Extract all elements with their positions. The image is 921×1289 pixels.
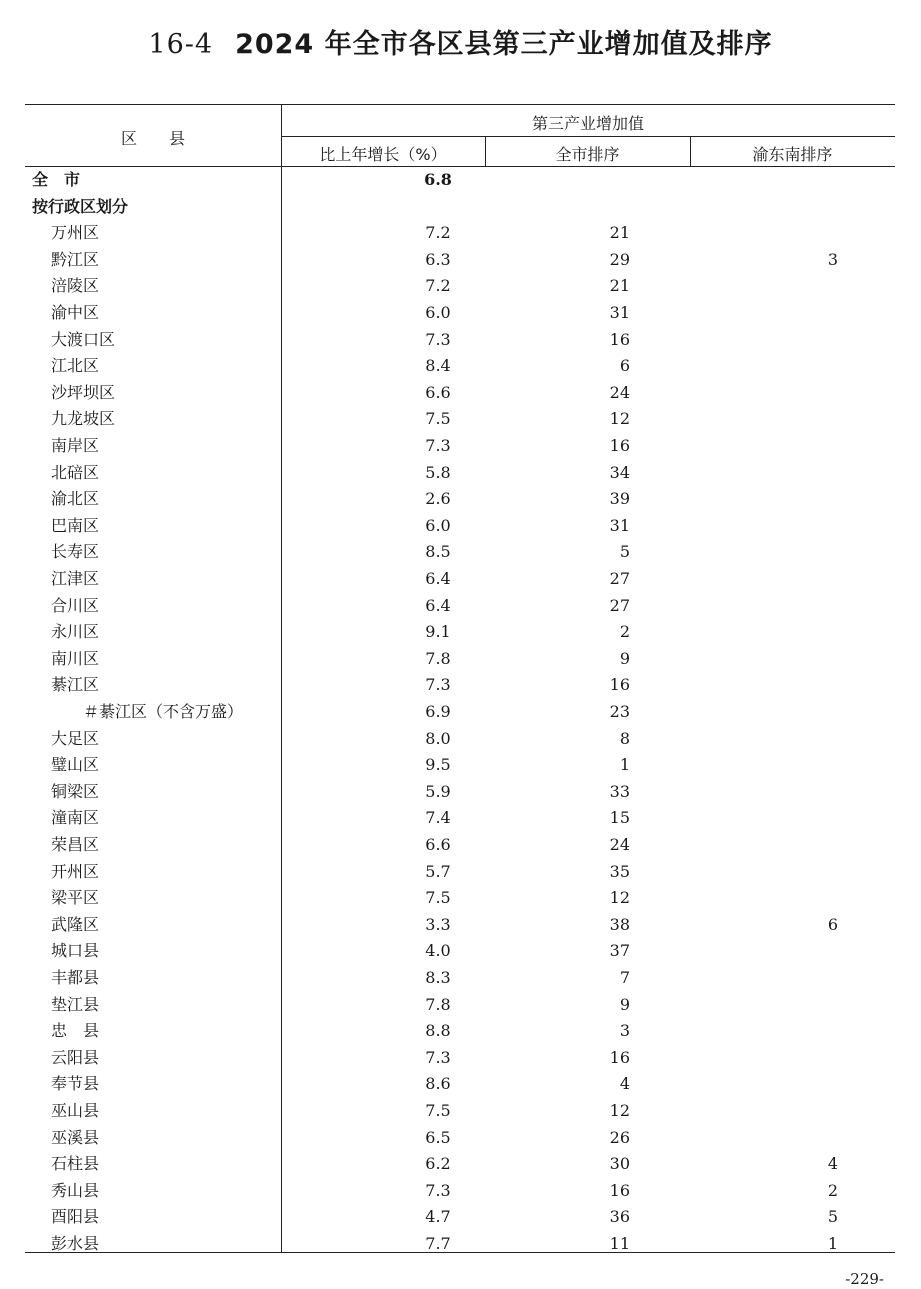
row-name: 北碚区	[51, 462, 100, 482]
row-name: 涪陵区	[51, 276, 100, 296]
table-row	[25, 672, 895, 699]
row-city-rank: 16	[609, 1047, 630, 1067]
row-growth: 6.6	[425, 835, 451, 854]
table-row	[25, 1071, 895, 1098]
row-name: 全 市	[32, 170, 81, 189]
row-growth: 6.5	[425, 1127, 451, 1147]
table-row	[25, 220, 895, 247]
table-number: 16-4	[148, 29, 214, 60]
table-row	[25, 726, 895, 753]
row-name: 武隆区	[51, 914, 100, 934]
row-growth: 6.9	[425, 702, 451, 721]
header-growth: 比上年增长（%）	[319, 145, 447, 164]
table-row	[25, 1018, 895, 1045]
row-name: 荣昌区	[51, 835, 100, 854]
row-growth: 8.8	[425, 1021, 451, 1041]
table-row	[25, 938, 895, 965]
row-growth: 6.0	[425, 303, 451, 322]
table-row	[25, 247, 895, 274]
table-row	[25, 539, 895, 566]
row-growth: 9.1	[425, 622, 451, 642]
row-growth: 7.3	[425, 675, 451, 695]
row-city-rank: 12	[609, 1101, 630, 1120]
row-growth: 9.5	[425, 755, 451, 775]
table-row	[25, 832, 895, 859]
row-name: 江津区	[51, 569, 100, 588]
row-city-rank: 8	[619, 728, 630, 748]
row-growth: 7.8	[425, 994, 451, 1014]
row-city-rank: 35	[609, 861, 630, 881]
row-name: 万州区	[51, 223, 100, 243]
row-name: 彭水县	[51, 1234, 100, 1253]
table-row	[25, 1231, 895, 1258]
row-city-rank: 5	[619, 542, 630, 562]
row-city-rank: 12	[609, 409, 630, 429]
row-city-rank: 16	[609, 1180, 630, 1200]
row-city-rank: 21	[609, 223, 630, 243]
table-row	[25, 406, 895, 433]
row-city-rank: 29	[609, 249, 630, 269]
row-city-rank: 23	[609, 702, 630, 721]
row-city-rank: 24	[609, 382, 630, 402]
row-growth: 7.3	[425, 1047, 451, 1067]
row-growth: 5.8	[425, 462, 451, 482]
row-name: 云阳县	[51, 1047, 100, 1067]
row-city-rank: 9	[619, 994, 630, 1014]
row-city-rank: 21	[609, 276, 630, 296]
row-se-rank: 4	[827, 1154, 838, 1174]
row-se-rank: 2	[827, 1180, 838, 1200]
table-row	[25, 619, 895, 646]
table-row	[25, 1045, 895, 1072]
row-growth: 8.0	[425, 728, 451, 748]
row-name: 綦江区	[51, 675, 100, 695]
row-name: 丰都县	[51, 968, 100, 987]
row-name: 九龙坡区	[51, 409, 116, 429]
row-name: 潼南区	[51, 808, 100, 828]
row-growth: 7.2	[425, 276, 451, 296]
row-city-rank: 12	[609, 888, 630, 908]
table-row	[25, 646, 895, 673]
page-number: -229-	[845, 1270, 884, 1288]
table-row	[25, 1204, 895, 1231]
row-city-rank: 6	[619, 356, 630, 376]
table-title: 2024 年全市各区县第三产业增加值及排序	[235, 29, 773, 60]
row-growth: 7.3	[425, 1180, 451, 1200]
table-row	[25, 327, 895, 354]
row-growth: 6.8	[424, 170, 452, 189]
row-growth: 7.5	[425, 888, 451, 908]
row-name: 城口县	[51, 941, 100, 961]
table-row	[25, 752, 895, 779]
table-row	[25, 912, 895, 939]
table-row	[25, 486, 895, 513]
row-se-rank: 6	[827, 914, 838, 934]
row-city-rank: 16	[609, 436, 630, 455]
page-title	[0, 22, 921, 61]
table-row	[25, 194, 895, 221]
row-name: 南岸区	[51, 436, 100, 455]
header-region: 区 县	[120, 129, 185, 148]
row-city-rank: 34	[609, 462, 630, 482]
row-growth: 6.4	[425, 595, 451, 615]
table-row	[25, 1125, 895, 1152]
row-name: 秀山县	[51, 1180, 100, 1200]
table-row	[25, 460, 895, 487]
row-name: 铜梁区	[51, 781, 100, 801]
header-mid-rule	[281, 136, 895, 137]
row-se-rank: 1	[827, 1234, 838, 1253]
row-city-rank: 1	[619, 755, 630, 775]
row-city-rank: 3	[619, 1021, 630, 1041]
row-name: 永川区	[51, 622, 100, 642]
row-growth: 5.7	[425, 861, 451, 881]
table-row	[25, 513, 895, 540]
row-growth: 6.2	[425, 1154, 451, 1174]
table-row	[25, 593, 895, 620]
table-row	[25, 699, 895, 726]
table-row	[25, 1178, 895, 1205]
row-city-rank: 16	[609, 675, 630, 695]
row-name: 合川区	[51, 595, 100, 615]
row-name: 垫江县	[51, 994, 100, 1014]
row-growth: 6.3	[425, 249, 451, 269]
row-city-rank: 11	[609, 1234, 630, 1253]
row-growth: 6.0	[425, 515, 451, 535]
header-group: 第三产业增加值	[531, 114, 644, 133]
row-name: 璧山区	[51, 755, 100, 775]
row-growth: 8.3	[425, 968, 451, 987]
row-city-rank: 24	[609, 835, 630, 854]
table-row	[25, 566, 895, 593]
row-city-rank: 27	[609, 569, 630, 588]
table-row	[25, 273, 895, 300]
row-name: 忠 县	[51, 1021, 100, 1041]
row-name: 按行政区划分	[32, 196, 129, 216]
table-row	[25, 1098, 895, 1125]
row-growth: 5.9	[425, 781, 451, 801]
row-city-rank: 26	[609, 1127, 630, 1147]
top-rule	[25, 104, 895, 105]
row-growth: 7.2	[425, 223, 451, 243]
row-name: 渝北区	[51, 489, 100, 509]
header-se-rank: 渝东南排序	[752, 145, 833, 164]
row-name: 渝中区	[51, 303, 100, 322]
row-city-rank: 31	[609, 303, 630, 322]
row-growth: 8.4	[425, 356, 451, 376]
row-se-rank: 3	[827, 249, 838, 269]
row-growth: 4.7	[425, 1207, 451, 1227]
row-growth: 2.6	[425, 489, 451, 509]
row-city-rank: 4	[619, 1074, 630, 1094]
row-city-rank: 27	[609, 595, 630, 615]
row-city-rank: 7	[619, 968, 630, 987]
header-city-rank: 全市排序	[555, 145, 620, 164]
row-growth: 8.5	[425, 542, 451, 562]
row-name: 大渡口区	[51, 329, 116, 349]
table-row	[25, 353, 895, 380]
table-row	[25, 433, 895, 460]
row-city-rank: 37	[609, 941, 630, 961]
table-row	[25, 779, 895, 806]
row-city-rank: 33	[609, 781, 630, 801]
table-row	[25, 167, 895, 194]
row-growth: 7.4	[425, 808, 451, 828]
row-city-rank: 36	[609, 1207, 630, 1227]
row-city-rank: 39	[609, 489, 630, 509]
row-growth: 7.7	[425, 1234, 451, 1253]
row-growth: 7.3	[425, 329, 451, 349]
row-name: 长寿区	[51, 542, 100, 562]
row-city-rank: 2	[619, 622, 630, 642]
row-name: 大足区	[51, 728, 100, 748]
table-row	[25, 805, 895, 832]
row-se-rank: 5	[827, 1207, 838, 1227]
row-name: 梁平区	[51, 888, 100, 908]
row-city-rank: 16	[609, 329, 630, 349]
table-row	[25, 380, 895, 407]
row-growth: 7.5	[425, 1101, 451, 1120]
row-growth: 6.6	[425, 382, 451, 402]
row-name: ＃綦江区（不含万盛）	[83, 702, 244, 721]
table-row	[25, 992, 895, 1019]
table-row	[25, 1151, 895, 1178]
row-growth: 4.0	[425, 941, 451, 961]
table-row	[25, 300, 895, 327]
row-city-rank: 9	[619, 648, 630, 668]
row-city-rank: 38	[609, 914, 630, 934]
row-name: 黔江区	[51, 249, 100, 269]
row-growth: 8.6	[425, 1074, 451, 1094]
row-name: 开州区	[51, 861, 100, 881]
row-name: 南川区	[51, 648, 100, 668]
row-name: 巫山县	[51, 1101, 100, 1120]
table-row	[25, 885, 895, 912]
row-name: 巴南区	[51, 515, 100, 535]
row-name: 沙坪坝区	[51, 382, 116, 402]
row-name: 奉节县	[51, 1074, 100, 1094]
table-row	[25, 859, 895, 886]
row-city-rank: 31	[609, 515, 630, 535]
row-name: 石柱县	[51, 1154, 100, 1174]
row-growth: 7.5	[425, 409, 451, 429]
row-growth: 7.3	[425, 436, 451, 455]
row-name: 巫溪县	[51, 1127, 100, 1147]
row-name: 江北区	[51, 356, 100, 376]
row-growth: 6.4	[425, 569, 451, 588]
table-row	[25, 965, 895, 992]
row-growth: 3.3	[425, 914, 451, 934]
row-city-rank: 15	[609, 808, 630, 828]
row-name: 酉阳县	[51, 1207, 100, 1227]
row-city-rank: 30	[609, 1154, 630, 1174]
row-growth: 7.8	[425, 648, 451, 668]
